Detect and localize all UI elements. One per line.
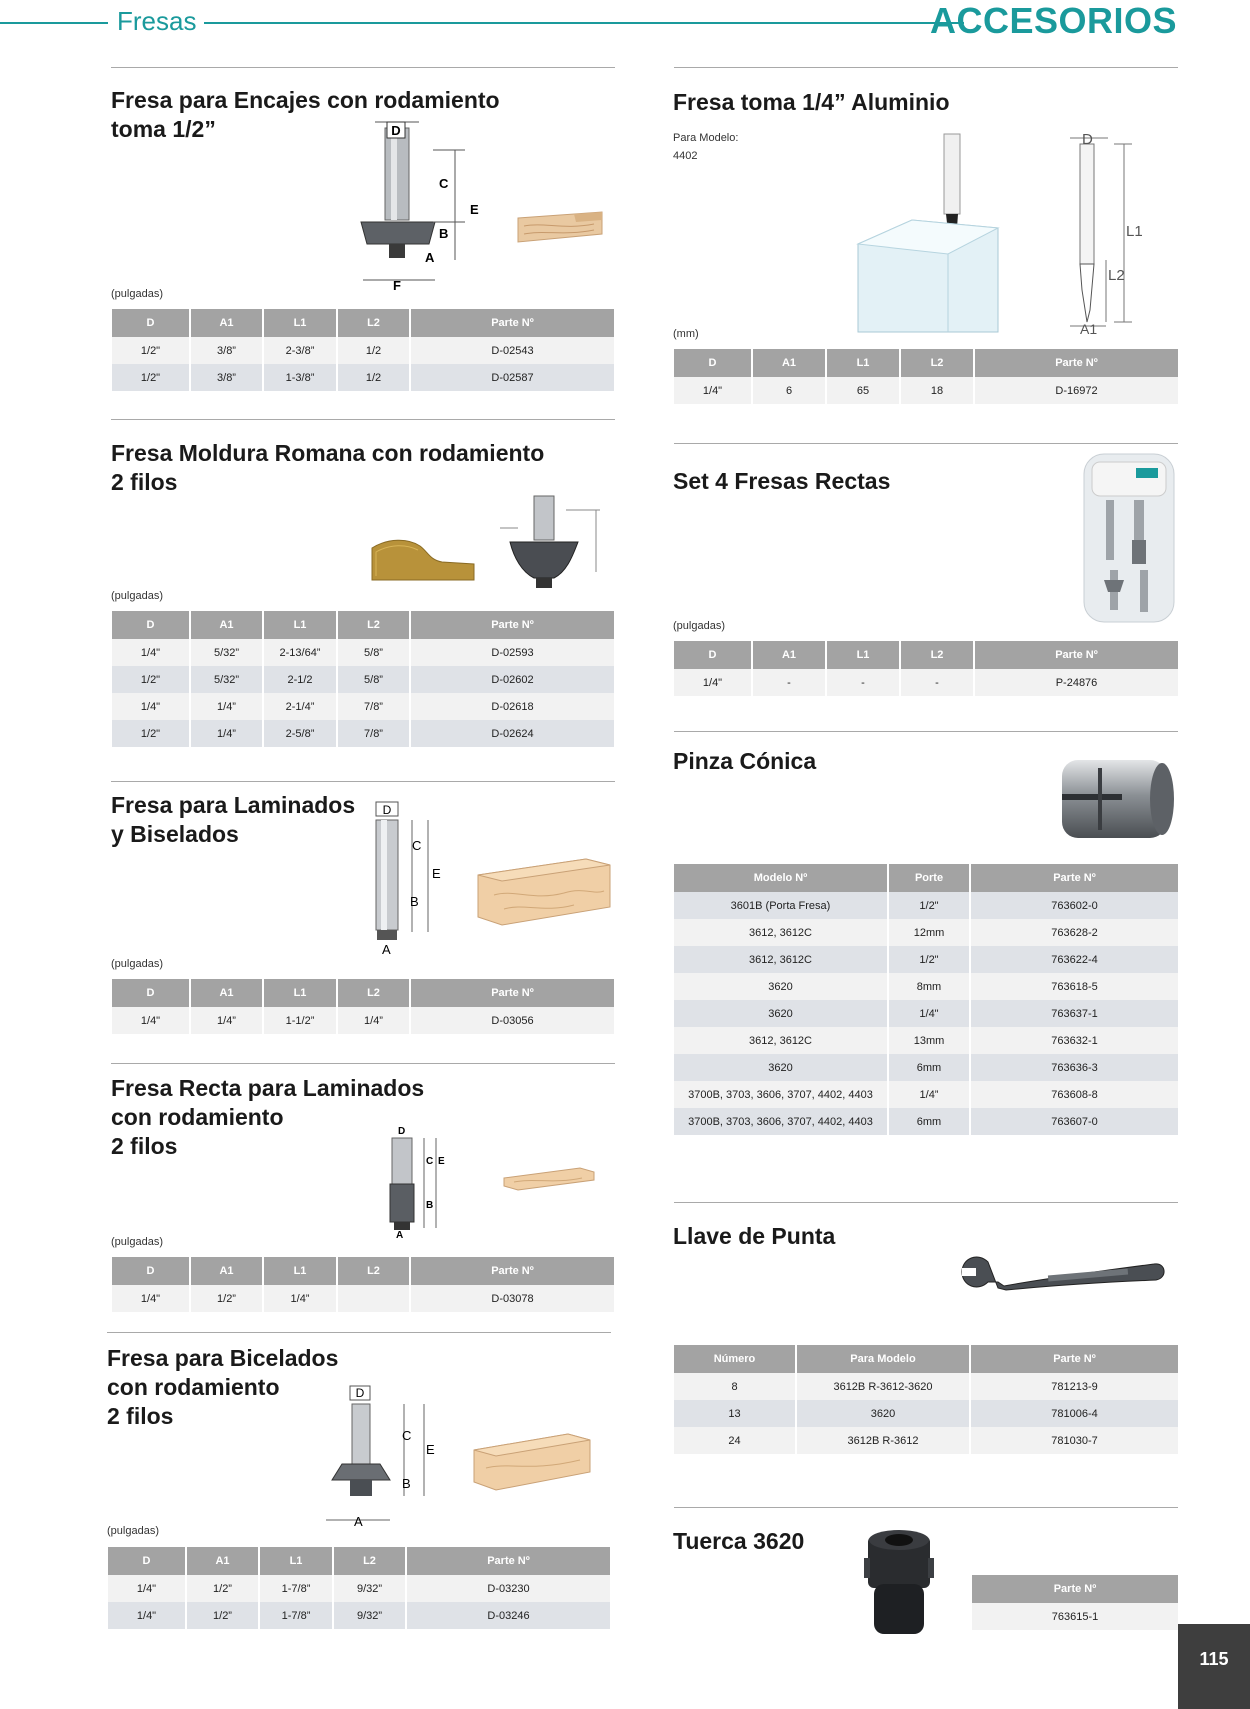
wood-sample-recta [502, 1166, 596, 1192]
table-row: 1/2" 3/8” 1-3/8” 1/2 D-02587 [112, 364, 614, 391]
col-header: D [112, 611, 190, 639]
units-label: (pulgadas) [111, 590, 163, 602]
col-header: Parte Nº [970, 864, 1178, 892]
table-row: 13 3620 781006-4 [674, 1400, 1178, 1427]
table-row: 3620 1/4" 763637-1 [674, 1000, 1178, 1027]
model-value: 4402 [673, 150, 698, 162]
wood-sample-laminados [474, 855, 614, 927]
spec-table-laminados [112, 979, 614, 1034]
category-title: ACCESORIOS [929, 0, 1177, 41]
col-header: D [112, 1257, 190, 1285]
router-bit-recta-diagram [384, 1124, 470, 1241]
router-bit-bicelados-diagram [326, 1384, 438, 1528]
separator [111, 781, 615, 782]
units-label: (pulgadas) [111, 1236, 163, 1248]
col-header: A1 [190, 979, 263, 1007]
col-header: D [674, 349, 752, 377]
product-title-tuerca: Tuerca 3620 [673, 1528, 805, 1554]
collet-image [1058, 754, 1178, 844]
spec-table-llave [674, 1345, 1178, 1454]
spec-table-bicelados [108, 1547, 610, 1629]
spec-table-tuerca [972, 1575, 1178, 1630]
separator [111, 67, 615, 68]
table-row: 763615-1 [972, 1603, 1178, 1630]
svg-text:C: C [402, 1428, 412, 1443]
router-bit-romana-diagram [496, 492, 608, 592]
header-rule-right [204, 22, 964, 24]
table-row: 3620 8mm 763618-5 [674, 973, 1178, 1000]
svg-text:D: D [355, 1386, 365, 1400]
spec-table-encajes [112, 309, 614, 391]
separator [111, 419, 615, 420]
aluminum-block-illustration [852, 132, 1002, 332]
spec-table-aluminio [674, 349, 1178, 404]
table-row: 1/4" 6 65 18 D-16972 [674, 377, 1178, 404]
col-header: A1 [190, 1257, 263, 1285]
col-header: L2 [337, 979, 410, 1007]
col-header: L2 [337, 309, 410, 337]
romana-wood-profile [368, 536, 476, 582]
header-rule-left [0, 22, 108, 24]
page-number: 115 [1178, 1624, 1250, 1709]
col-header: A1 [186, 1547, 259, 1575]
svg-text:D: D [398, 1126, 406, 1137]
wood-sample-bicelados [470, 1430, 594, 1492]
table-row: 1/4" 5/32” 2-13/64” 5/8” D-02593 [112, 639, 614, 666]
col-header: Parte Nº [974, 641, 1178, 669]
table-row: 1/4" 1/4” 2-1/4” 7/8” D-02618 [112, 693, 614, 720]
svg-text:L2: L2 [1108, 267, 1125, 284]
col-header: Número [674, 1345, 796, 1373]
svg-text:B: B [410, 894, 419, 909]
col-header: L2 [337, 1257, 410, 1285]
col-header: L2 [333, 1547, 406, 1575]
col-header: L1 [263, 611, 337, 639]
svg-text:B: B [402, 1476, 411, 1491]
units-label: (pulgadas) [107, 1525, 159, 1537]
svg-text:C: C [439, 176, 449, 191]
table-row: 3612, 3612C 1/2" 763622-4 [674, 946, 1178, 973]
spec-table-romana [112, 611, 614, 747]
svg-text:A1: A1 [1080, 321, 1098, 337]
col-header: Parte Nº [972, 1575, 1178, 1603]
wrench-image [958, 1248, 1170, 1298]
col-header: D [112, 979, 190, 1007]
product-title-llave: Llave de Punta [673, 1223, 836, 1249]
svg-text:E: E [470, 202, 479, 217]
col-header: L1 [263, 1257, 337, 1285]
table-row: 1/4" - - - P-24876 [674, 669, 1178, 696]
separator [674, 1507, 1178, 1508]
table-row: 8 3612B R-3612-3620 781213-9 [674, 1373, 1178, 1400]
model-label: Para Modelo: [673, 132, 739, 144]
table-row: 3601B (Porta Fresa) 1/2" 763602-0 [674, 892, 1178, 919]
col-header: D [108, 1547, 186, 1575]
units-label: (mm) [673, 328, 699, 340]
svg-text:B: B [426, 1200, 434, 1211]
separator [674, 67, 1178, 68]
product-title-bicelados: Fresa para Bicelados con rodamiento 2 filos [107, 1345, 339, 1429]
col-header: Para Modelo [796, 1345, 970, 1373]
svg-text:B: B [439, 226, 449, 241]
svg-text:L1: L1 [1126, 223, 1143, 240]
svg-text:D: D [391, 123, 401, 138]
product-title-romana: Fresa Moldura Romana con rodamiento 2 filos [111, 440, 545, 495]
product-title-aluminio: Fresa toma 1/4” Aluminio [673, 89, 950, 115]
col-header: L2 [900, 349, 974, 377]
table-row: 1/2" 3/8” 2-3/8” 1/2 D-02543 [112, 337, 614, 364]
col-header: D [112, 309, 190, 337]
svg-text:A: A [382, 942, 391, 957]
col-header: L1 [826, 349, 900, 377]
table-row: 1/2" 5/32” 2-1/2 5/8” D-02602 [112, 666, 614, 693]
spec-table-recta [112, 1257, 614, 1312]
col-header: L2 [900, 641, 974, 669]
product-title-set4: Set 4 Fresas Rectas [673, 468, 891, 494]
bit-set-package-image [1080, 452, 1178, 624]
table-row: 1/4" 1/2” 1-7/8” 9/32” D-03246 [108, 1602, 610, 1629]
col-header: L1 [259, 1547, 333, 1575]
spec-table-set4 [674, 641, 1178, 696]
col-header: D [674, 641, 752, 669]
table-row: 1/4" 1/2” 1-7/8” 9/32” D-03230 [108, 1575, 610, 1602]
units-label: (pulgadas) [673, 620, 725, 632]
separator [107, 1332, 611, 1333]
col-header: Parte Nº [974, 349, 1178, 377]
svg-text:A: A [396, 1230, 404, 1241]
col-header: A1 [190, 611, 263, 639]
col-header: Parte Nº [410, 309, 614, 337]
separator [674, 443, 1178, 444]
col-header: L2 [337, 611, 410, 639]
svg-text:E: E [438, 1156, 445, 1167]
table-row: 3612, 3612C 13mm 763632-1 [674, 1027, 1178, 1054]
col-header: Parte Nº [410, 1257, 614, 1285]
section-title: Fresas [117, 6, 197, 36]
svg-text:A: A [425, 250, 435, 265]
table-row: 3620 6mm 763636-3 [674, 1054, 1178, 1081]
col-header: A1 [752, 349, 826, 377]
col-header: Parte Nº [406, 1547, 610, 1575]
table-row: 24 3612B R-3612 781030-7 [674, 1427, 1178, 1454]
separator [111, 1063, 615, 1064]
svg-text:C: C [412, 838, 422, 853]
wood-sample-encajes [514, 210, 606, 244]
svg-text:A: A [354, 1514, 363, 1529]
svg-text:D: D [1082, 131, 1093, 148]
product-title-encajes: Fresa para Encajes con rodamiento toma 1/2” [111, 87, 500, 142]
svg-text:C: C [426, 1156, 434, 1167]
product-title-pinza: Pinza Cónica [673, 748, 817, 774]
table-row: 1/4" 1/2” 1/4” D-03078 [112, 1285, 614, 1312]
col-header: A1 [190, 309, 263, 337]
units-label: (pulgadas) [111, 288, 163, 300]
svg-text:D: D [382, 803, 392, 817]
table-row: 3700B, 3703, 3606, 3707, 4402, 4403 1/4” 763608-8 [674, 1081, 1178, 1108]
col-header: L1 [826, 641, 900, 669]
product-title-recta: Fresa Recta para Laminados con rodamiento 2 filos [111, 1075, 425, 1159]
router-bit-laminados-diagram [368, 798, 464, 958]
svg-text:E: E [432, 866, 441, 881]
col-header: Parte Nº [410, 611, 614, 639]
col-header: L1 [263, 979, 337, 1007]
col-header: Porte [888, 864, 970, 892]
col-header: Modelo Nº [674, 864, 888, 892]
col-header: Parte Nº [410, 979, 614, 1007]
svg-text:E: E [426, 1442, 435, 1457]
nut-image [860, 1528, 940, 1640]
separator [674, 1202, 1178, 1203]
spec-table-pinza [674, 864, 1178, 1135]
table-row: 3612, 3612C 12mm 763628-2 [674, 919, 1178, 946]
separator [674, 731, 1178, 732]
product-title-laminados: Fresa para Laminados y Biselados [111, 792, 356, 847]
router-bit-encajes-diagram [355, 122, 495, 292]
col-header: L1 [263, 309, 337, 337]
table-row: 3700B, 3703, 3606, 3707, 4402, 4403 6mm 763607-0 [674, 1108, 1178, 1135]
table-row: 1/2" 1/4” 2-5/8” 7/8” D-02624 [112, 720, 614, 747]
col-header: A1 [752, 641, 826, 669]
router-bit-aluminio-diagram [1060, 130, 1170, 335]
col-header: Parte Nº [970, 1345, 1178, 1373]
svg-text:F: F [393, 278, 401, 293]
units-label: (pulgadas) [111, 958, 163, 970]
table-row: 1/4" 1/4” 1-1/2” 1/4” D-03056 [112, 1007, 614, 1034]
